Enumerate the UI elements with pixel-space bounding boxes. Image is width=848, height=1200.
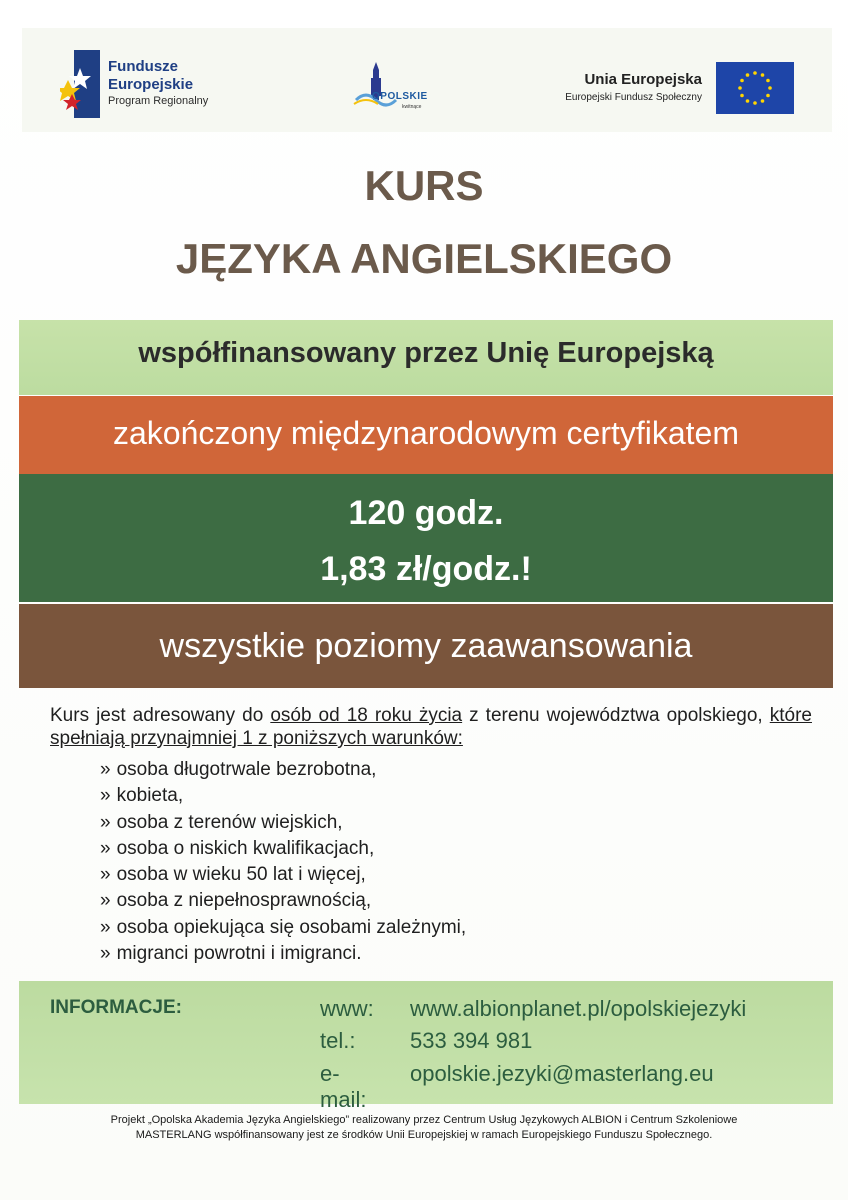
cofinanced-text: współfinansowany przez Unię Europejską [138,337,714,369]
eu-star-icon [746,73,750,77]
fe-line3: Program Regionalny [108,95,209,107]
eu-line1: Unia Europejska [584,71,702,88]
list-item [100,888,466,914]
intro-paragraph [50,704,812,750]
www-link[interactable]: www.albionplanet.pl/opolskiejezyki [410,996,747,1021]
intro-age-requirement: osób od 18 roku życia [270,705,463,726]
band-cofinanced [19,320,833,395]
eu-star-icon [746,99,750,103]
condition-text: osoba w wieku 50 lat i więcej, [116,864,366,886]
bullet-marker: » [100,759,111,780]
band-levels [19,604,833,688]
list-item [100,757,466,783]
band-certificate [19,396,833,474]
eu-line2: Europejski Fundusz Społeczny [565,92,702,103]
eu-star-icon [740,79,744,83]
condition-text: kobieta, [116,785,184,807]
tel-value: 533 394 981 [410,1028,533,1053]
bullet-marker: » [100,864,111,886]
intro-conditions-lead: które spełniają przynajmniej 1 z poniższych warunków: [50,705,812,749]
eu-star-icon [740,94,744,98]
eu-star-icon [766,94,770,98]
list-item [100,783,466,809]
bullet-marker: » [100,785,111,807]
bullet-marker: » [100,890,111,912]
fundusze-europejskie-text [108,58,208,107]
eu-star-icon [768,86,772,90]
eu-star-icon [738,86,742,90]
opolskie-subtext: kwitnące [402,104,422,110]
condition-text: osoba z terenów wiejskich, [116,811,343,833]
bullet-marker: » [100,811,111,833]
www-label: www: [320,996,374,1021]
fe-line2: Europejskie [108,76,194,93]
conditions-list [100,757,466,967]
bullet-marker: » [100,943,111,965]
condition-text: osoba o niskich kwalifikacjach, [116,837,375,859]
hours-text: 120 godz. [348,494,504,532]
band-hours-price [19,474,833,602]
intro-part1: Kurs jest adresowany do [50,705,271,726]
email-label: e-mail: [320,1061,367,1112]
opolskie-wordmark: OPOLSKIE [372,91,428,102]
footer-line2: MASTERLANG współfinansowany jest ze środków Unii Europejskiej w ramach Europejskiego Funduszu Społecznego. [135,1129,713,1141]
intro-part3: z terenu województwa opolskiego, [462,705,770,726]
list-item [100,810,466,836]
price-text: 1,83 zł/godz.! [320,550,532,588]
condition-text: migranci powrotni i imigranci. [116,943,362,965]
list-item [100,941,466,967]
info-section [19,981,833,1112]
email-link[interactable]: opolskie.jezyki@masterlang.eu [410,1061,714,1086]
list-item [100,862,466,888]
list-item [100,915,466,941]
fe-line1: Fundusze [108,58,178,75]
condition-text: osoba opiekująca się osobami zależnymi, [116,916,467,938]
tel-label: tel.: [320,1028,356,1053]
title-jezyka-angielskiego: JĘZYKA ANGIELSKIEGO [175,235,673,282]
footer-note [0,1113,848,1143]
info-label: INFORMACJE: [50,997,182,1018]
list-item [100,836,466,862]
title-kurs: KURS [364,162,484,209]
eu-text [522,70,702,103]
logo-header [22,28,832,132]
certificate-text: zakończony międzynarodowym certyfikatem [112,415,739,451]
bullet-marker: » [100,837,111,859]
fundusze-europejskie-star-icon [60,50,100,118]
eu-star-icon [753,71,757,75]
eu-star-icon [761,99,765,103]
footer-line1: Projekt „Opolska Akademia Języka Angielskiego” realizowany przez Centrum Usług Językowych ALBION i Centrum Szkoleniowe [110,1114,738,1126]
condition-text: osoba długotrwale bezrobotna, [116,759,377,780]
levels-text: wszystkie poziomy zaawansowania [159,627,693,665]
eu-flag-icon [716,62,794,114]
eu-star-icon [766,79,770,83]
eu-star-icon [761,73,765,77]
bullet-marker: » [100,916,111,938]
condition-text: osoba z niepełnosprawnością, [116,890,372,912]
eu-star-icon [753,101,757,105]
